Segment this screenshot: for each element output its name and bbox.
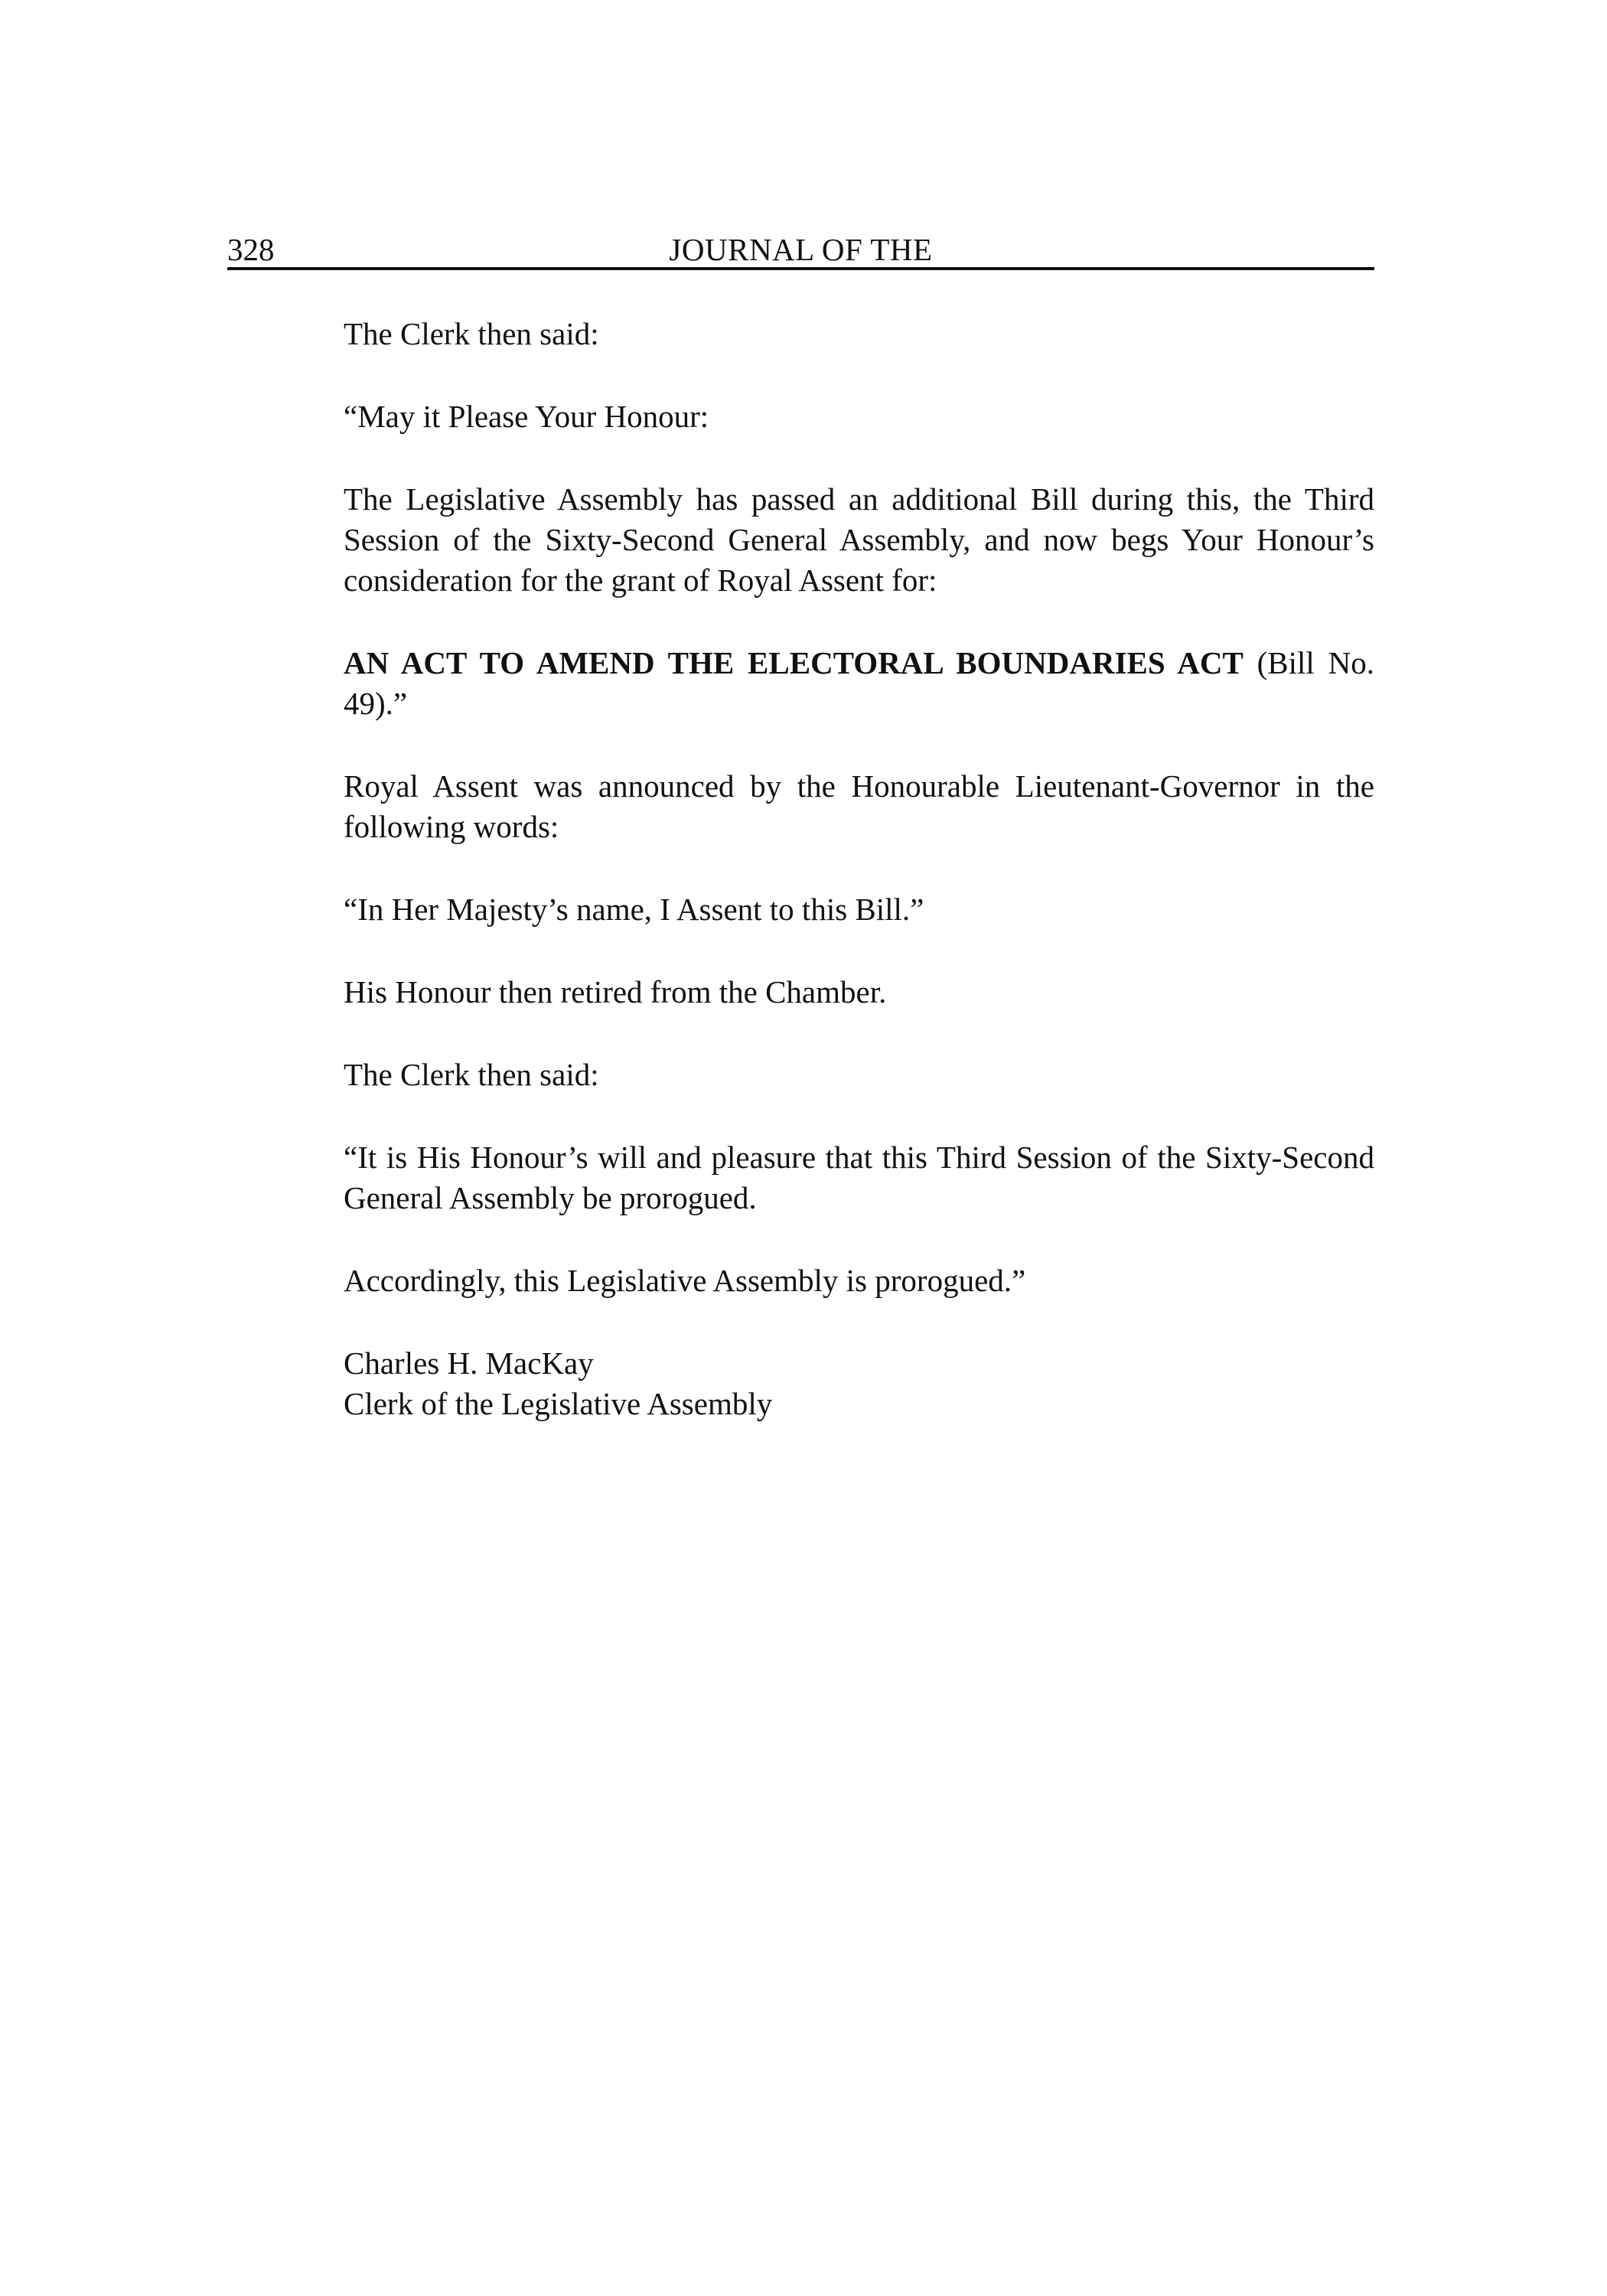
paragraph-bill-title [344,643,1374,724]
paragraph-prorogation: “It is His Honour’s will and pleasure that this Third Session of the Sixty-Second General Assembly be prorogued. [344,1140,1374,1215]
paragraph-address: “May it Please Your Honour: [344,399,709,434]
paragraph-clerk-said-again: The Clerk then said: [344,1057,599,1092]
paragraph-royal-assent: Royal Assent was announced by the Honourable Lieutenant-Governor in the following words: [344,768,1374,844]
running-header [227,230,1374,269]
journal-body [344,314,1374,1466]
running-title: JOURNAL OF THE [669,232,933,267]
bill-title: AN ACT TO AMEND THE ELECTORAL BOUNDARIES ACT [344,645,1244,680]
paragraph-prorogued: Accordingly, this Legislative Assembly is prorogued.” [344,1263,1026,1298]
signature-role: Clerk of the Legislative Assembly [344,1386,773,1421]
bill-number: (Bill No. 49).” [344,645,1374,721]
paragraph-honour-retired: His Honour then retired from the Chamber. [344,974,887,1009]
signature-name: Charles H. MacKay [344,1345,594,1381]
header-rule [227,267,1374,270]
page-number: 328 [227,232,275,267]
paragraph-assent-words: “In Her Majesty’s name, I Assent to this Bill.” [344,892,924,927]
paragraph-clerk-said: The Clerk then said: [344,316,599,351]
paragraph-bill-passed: The Legislative Assembly has passed an additional Bill during this, the Third Session of the Sixty-Second General Assembly, and now begs Your Honour’s consideration for the grant of Royal Assent for: [344,481,1374,598]
signature-block [344,1343,1374,1424]
